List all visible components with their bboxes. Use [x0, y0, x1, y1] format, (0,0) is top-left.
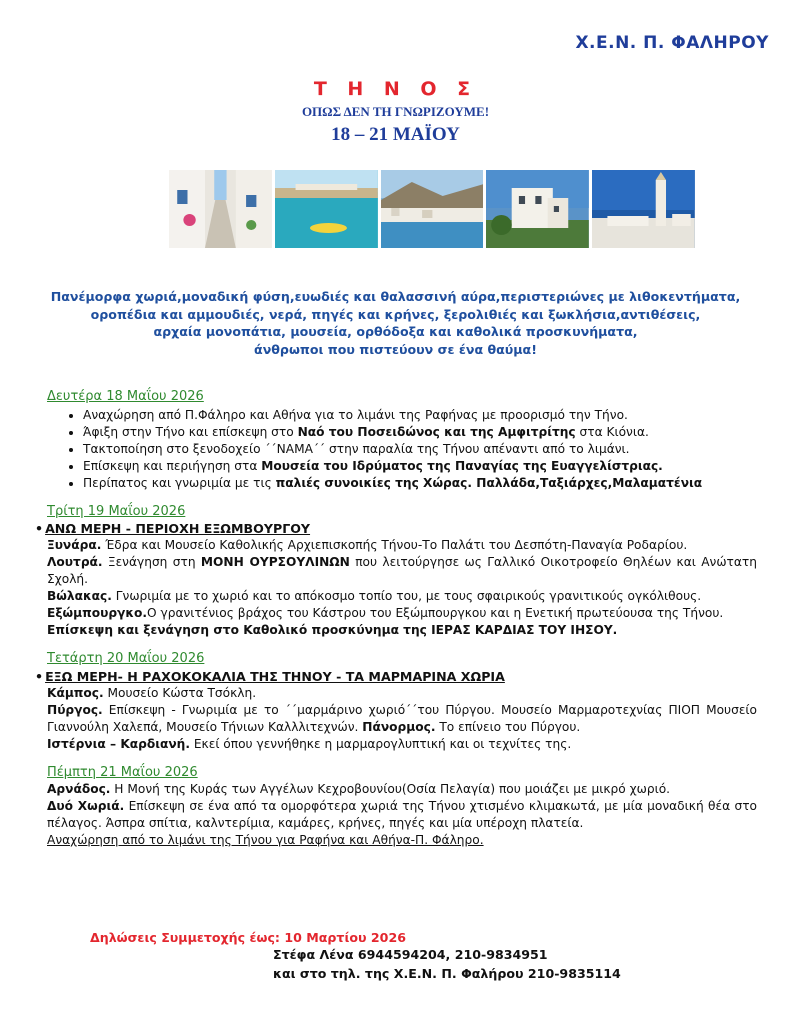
place-name: Εξώμπουργκο.	[47, 606, 148, 620]
intro-line-2: οροπέδια και αμμουδιές, νερά, πηγές και κρήνες, ξερολιθιές και ξωκλήσια,αντιθέσεις,	[90, 306, 701, 322]
place-name: Δυό Χωριά.	[47, 799, 125, 813]
place-desc: Επίσκεψη - Γνωριμία με το ΄΄μαρμάρινο χωριό΄΄του Πύργου. Μουσείο Μαρμαροτεχνίας ΠΙΟΠ Μουσείο Γιαννούλη Χαλεπά, Μουσείο Τήνιων Καλλλιτεχνών.	[47, 702, 757, 734]
contact-club-phone: και στο τηλ. της Χ.Ε.Ν. Π. Φαλήρου 210-9835114	[273, 966, 621, 981]
day4-paragraph	[47, 798, 757, 832]
page-title: Τ Η Ν Ο Σ	[313, 78, 478, 100]
photo-beach	[275, 170, 378, 248]
itinerary	[47, 389, 757, 849]
list-item	[83, 407, 757, 424]
place-name: Ξυνάρα.	[47, 538, 102, 552]
departure-text: Αναχώρηση από το λιμάνι της Τήνου για Ραφήνα και Αθήνα-Π. Φάληρο.	[47, 833, 484, 847]
footer	[90, 930, 770, 983]
place-desc: Ο γρανιτένιος βράχος του Κάστρου του Εξώμπουργκου και η Ενετική πρωτεύουσα της Τήνου.	[147, 606, 724, 620]
day3-paragraph	[47, 685, 757, 702]
day2-paragraph	[47, 622, 757, 639]
title-block	[0, 78, 791, 146]
contact-person: Στέφα Λένα 6944594204, 210-9834951	[273, 947, 548, 962]
trip-dates: 18 – 21 ΜΑΪΟΥ	[331, 124, 460, 145]
day3-area-text: ΕΞΩ ΜΕΡΗ- Η ΡΑΧΟΚΟΚΑΛΙΑ ΤΗΣ ΤΗΝΟΥ - ΤΑ ΜΑΡΜΑΡΙΝΑ ΧΩΡΙΑ	[45, 668, 505, 684]
registration-deadline: Δηλώσεις Συμμετοχής έως: 10 Μαρτίου 2026	[90, 930, 406, 945]
day3-paragraph	[47, 736, 757, 753]
list-item-bold: Ναό του Ποσειδώνος και της Αμφιτρίτης	[297, 424, 576, 439]
place-desc: Έδρα και Μουσείο Καθολικής Αρχιεπισκοπής Τήνου-Το Παλάτι του Δεσπότη-Παναγία Ροδαρίου.	[101, 538, 688, 552]
list-item-text: Επίσκεψη και περιήγηση στα	[83, 458, 262, 473]
day2-area-text: ΑΝΩ ΜΕΡΗ - ΠΕΡΙΟΧΗ ΕΞΩΜΒΟΥΡΓΟΥ	[45, 521, 311, 536]
day2-paragraph	[47, 605, 757, 622]
list-item	[83, 441, 757, 458]
intro-line-1: Πανέμορφα χωριά,μοναδική φύση,ευωδιές και θαλασσινή αύρα,περιστεριώνες με λιθοκεντήματα,	[50, 289, 741, 304]
intro-line-3: αρχαία μονοπάτια, μουσεία, ορθόδοξα και καθολικά προσκυνήματα,	[153, 324, 638, 339]
day2-paragraph	[47, 588, 757, 605]
list-item-bold: Μουσεία του Ιδρύματος της Παναγίας της Ευαγγελίστριας.	[261, 458, 663, 473]
place-desc: Εκεί όπου γεννήθηκε η μαρμαρογλυπτική και οι τεχνίτες της.	[189, 736, 572, 751]
list-item	[83, 475, 757, 492]
day3-paragraph	[47, 702, 757, 736]
place-desc: Γνωριμία με το χωριό και το απόκοσμο τοπίο του, με τους σφαιρικούς γρανιτικούς ογκόλιθους.	[111, 589, 702, 603]
day2-area	[35, 520, 757, 537]
list-item-text: στα Κιόνια.	[575, 424, 649, 439]
place-name: Ιστέρνια – Καρδιανή.	[47, 736, 190, 751]
place-desc: Μουσείο Κώστα Τσόκλη.	[103, 685, 257, 700]
intro-text	[20, 288, 771, 358]
page-subtitle: ΟΠΩΣ ΔΕΝ ΤΗ ΓΝΩΡΙΖΟΥΜΕ!	[301, 104, 490, 119]
place-desc: Η Μονή της Κυράς των Αγγέλων Κεχροβουνίου(Οσία Πελαγία) που μοιάζει με μικρό χωριό.	[110, 782, 671, 796]
list-item	[83, 424, 757, 441]
list-item	[83, 458, 757, 475]
place-desc: Το επίνειο του Πύργου.	[435, 719, 581, 734]
day4-paragraph	[47, 781, 757, 798]
day2-paragraph	[47, 537, 757, 554]
place-name: Πάνορμος.	[362, 719, 436, 734]
list-item-text: Αναχώρηση από Π.Φάληρο και Αθήνα για το λιμάνι της Ραφήνας με προορισμό την Τήνο.	[83, 407, 628, 422]
place-highlight: ΜΟΝΗ ΟΥΡΣΟΥΛΙΝΩΝ	[200, 555, 350, 569]
photo-bell-tower	[592, 170, 695, 248]
list-item-text: Τακτοποίηση στο ξενοδοχείο ΄΄ΝΑΜΑ΄΄ στην παραλία της Τήνου απέναντι από το λιμάνι.	[83, 441, 630, 456]
photo-harbour	[381, 170, 484, 248]
day3-heading: Τετάρτη 20 Μαΐου 2026	[47, 651, 205, 666]
day2-heading: Τρίτη 19 Μαΐου 2026	[47, 503, 186, 519]
list-item-bold: παλιές συνοικίες της Χώρας. Παλλάδα,Ταξιάρχες,Μαλαματένια	[275, 475, 703, 490]
list-item-text: Περίπατος και γνωριμία με τις	[83, 475, 276, 490]
intro-line-4: άνθρωποι που πιστεύουν σε ένα θαύμα!	[254, 341, 537, 357]
place-name: Κάμπος.	[47, 685, 104, 700]
place-name: Βώλακας.	[47, 589, 112, 603]
place-desc: Επίσκεψη σε ένα από τα ομορφότερα χωριά της Τήνου χτισμένο κλιμακωτά, με μία μοναδική θέα στο πέλαγος. Άσπρα σπίτια, καλντερίμια, καμάρες, κρήνες, πηγές και μία υπέροχη πλατεία.	[47, 799, 757, 830]
photo-strip	[169, 170, 695, 248]
day1-list	[47, 407, 757, 492]
place-name: Λουτρά.	[47, 555, 103, 569]
photo-alley	[169, 170, 272, 248]
place-desc: που λειτούργησε ως Γαλλικό Οικοτροφείο Θηλέων και Ανώτατη Σχολή.	[47, 555, 757, 586]
day4-heading: Πέμπτη 21 Μαΐου 2026	[47, 764, 198, 780]
place-name: Αρνάδος.	[47, 782, 111, 796]
place-highlight: Επίσκεψη και ξενάγηση στο Καθολικό προσκύνημα της ΙΕΡΑΣ ΚΑΡΔΙΑΣ ΤΟΥ ΙΗΣΟΥ.	[47, 623, 618, 637]
day2-paragraph	[47, 554, 757, 588]
place-name: Πύργος.	[47, 702, 103, 717]
organization-name: Χ.Ε.Ν. Π. ΦΑΛΗΡΟΥ	[575, 33, 769, 53]
day1-heading: Δευτέρα 18 Μαΐου 2026	[47, 389, 204, 404]
day3-area	[35, 668, 757, 685]
photo-mansion	[486, 170, 589, 248]
list-item-text: Άφιξη στην Τήνο και επίσκεψη στο	[83, 424, 298, 439]
place-desc: Ξενάγηση στη	[102, 555, 201, 569]
departure-note	[47, 832, 757, 849]
